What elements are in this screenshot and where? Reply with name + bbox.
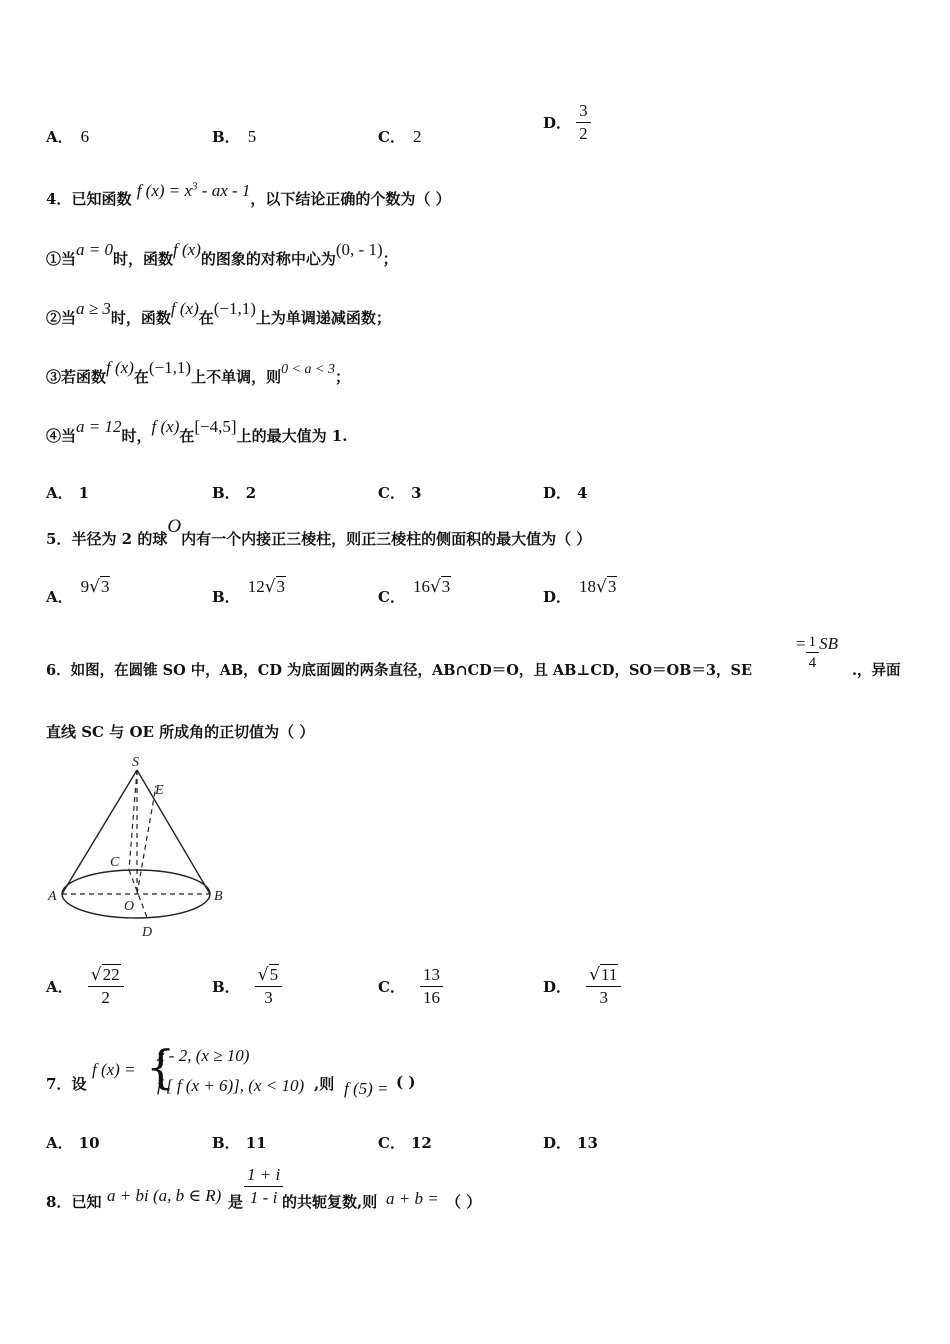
- option-value: 2: [412, 127, 422, 146]
- label-d: D: [142, 925, 153, 940]
- q8-is: 是: [228, 1193, 244, 1211]
- line-sb: [137, 770, 210, 894]
- q6-option-a: A． $\frac{√22}{2}$: [46, 964, 124, 1009]
- q5-option-b: B．12√3: [212, 577, 286, 606]
- q8-ask: a + b =: [386, 1189, 439, 1208]
- label-b: B: [214, 889, 223, 904]
- fraction: $\frac{3}{2}$: [576, 100, 591, 145]
- q7-option-a: A． 10: [46, 1134, 100, 1152]
- label-o: O: [124, 899, 135, 914]
- q7-mid: ,则: [314, 1075, 335, 1093]
- q7-case-1: x - 2, (x ≥ 10): [157, 1046, 250, 1065]
- q7-ask: f (5) =: [344, 1079, 389, 1098]
- option-label: B．: [212, 128, 240, 146]
- q7-option-b: B． 11: [212, 1134, 267, 1152]
- q7-lhs: f (x) =: [92, 1060, 136, 1079]
- option-label: D．: [543, 114, 572, 132]
- label-e: E: [155, 783, 164, 798]
- question-number: 8．: [46, 1193, 72, 1211]
- q4-option-a: A． 1: [46, 484, 90, 502]
- q5-option-c: C．16√3: [378, 577, 451, 606]
- q4-option-b: B． 2: [212, 484, 257, 502]
- option-value: 6: [80, 127, 90, 146]
- function-expression: f $(x) = x^3$ - ax - 1: [136, 180, 251, 200]
- q4-statement-1: ①当a = 0时，函数f (x)的图象的对称中心为(0, - 1)；: [46, 240, 398, 268]
- q6-option-c: C． $\frac{13}{16}$: [378, 964, 443, 1009]
- label-s: S: [132, 755, 139, 770]
- q8-fraction: $\frac{1 + i}{1 - i}$: [244, 1164, 283, 1209]
- q6-fraction: = $\frac{1}{4}$ SB: [796, 634, 838, 671]
- q7-case-2: f [ f (x + 6)], (x < 10): [157, 1076, 305, 1095]
- line-oe: [137, 786, 156, 894]
- question-number: 6．: [46, 662, 71, 679]
- q5-stem: 5．半径为 2 的球O内有一个内接正三棱柱，则正三棱柱的侧面积的最大值为（ ）: [46, 516, 592, 548]
- q5-option-a: A．9√3: [46, 577, 110, 606]
- option-label: A．: [46, 128, 73, 146]
- option-value: 5: [247, 127, 257, 146]
- option-label: C．: [378, 128, 405, 146]
- question-number: 5．: [46, 530, 72, 548]
- q4-option-d: D． 4: [543, 484, 588, 502]
- label-c: C: [110, 855, 120, 870]
- q8-expr: a + bi (a, b ∈ R): [107, 1186, 222, 1205]
- label-a: A: [48, 889, 57, 904]
- question-number: 7．: [46, 1075, 72, 1093]
- base-ellipse-front: [62, 894, 210, 918]
- q7-option-d: D． 13: [543, 1134, 598, 1152]
- q6-option-b: B． $\frac{√5}{3}$: [212, 964, 282, 1009]
- cone-figure: [44, 752, 244, 942]
- q4-stem: 4．已知函数 f $(x) = x^3$ - ax - 1，以下结论正确的个数为（ ）: [46, 180, 451, 208]
- q6-stem-line2: 直线 SC 与 OE 所成角的正切值为（ ）: [46, 723, 315, 741]
- q3-option-a: [46, 126, 89, 147]
- line-sa: [62, 770, 137, 894]
- question-number: 4．: [46, 190, 72, 208]
- q6-stem-tail: .，异面: [852, 662, 901, 679]
- q3-option-c: [378, 126, 421, 147]
- q3-option-d: [543, 100, 591, 145]
- q5-option-d: D．18√3: [543, 577, 617, 606]
- q4-statement-2: ②当a ≥ 3时，函数f (x)在(−1,1)上为单调递减函数；: [46, 299, 391, 327]
- line-sc: [129, 770, 137, 870]
- q7-option-c: C． 12: [378, 1134, 432, 1152]
- q8-paren: （ ）: [446, 1193, 482, 1211]
- q4-option-c: C． 3: [378, 484, 422, 502]
- q6-stem-line1: 6．如图，在圆锥 SO 中，AB，CD 为底面圆的两条直径，AB∩CD＝O，且 AB⊥CD，SO＝OB＝3，SE: [46, 662, 753, 679]
- base-ellipse-back: [62, 870, 210, 894]
- q4-statement-3: ③若函数f (x)在(−1,1)上不单调，则0 < a < 3；: [46, 358, 350, 386]
- q7-paren: ( ): [396, 1073, 416, 1091]
- q7-stem: 7．设: [46, 1075, 87, 1093]
- q6-option-d: D． $\frac{√11}{3}$: [543, 964, 621, 1009]
- q8-post: 的共轭复数,则: [282, 1193, 378, 1211]
- q3-option-b: [212, 126, 256, 147]
- left-brace: {: [146, 1040, 176, 1094]
- q4-statement-4: ④当a = 12时，f (x)在[−4,5]上的最大值为 1.: [46, 417, 348, 445]
- q8-stem: 8．已知: [46, 1193, 102, 1211]
